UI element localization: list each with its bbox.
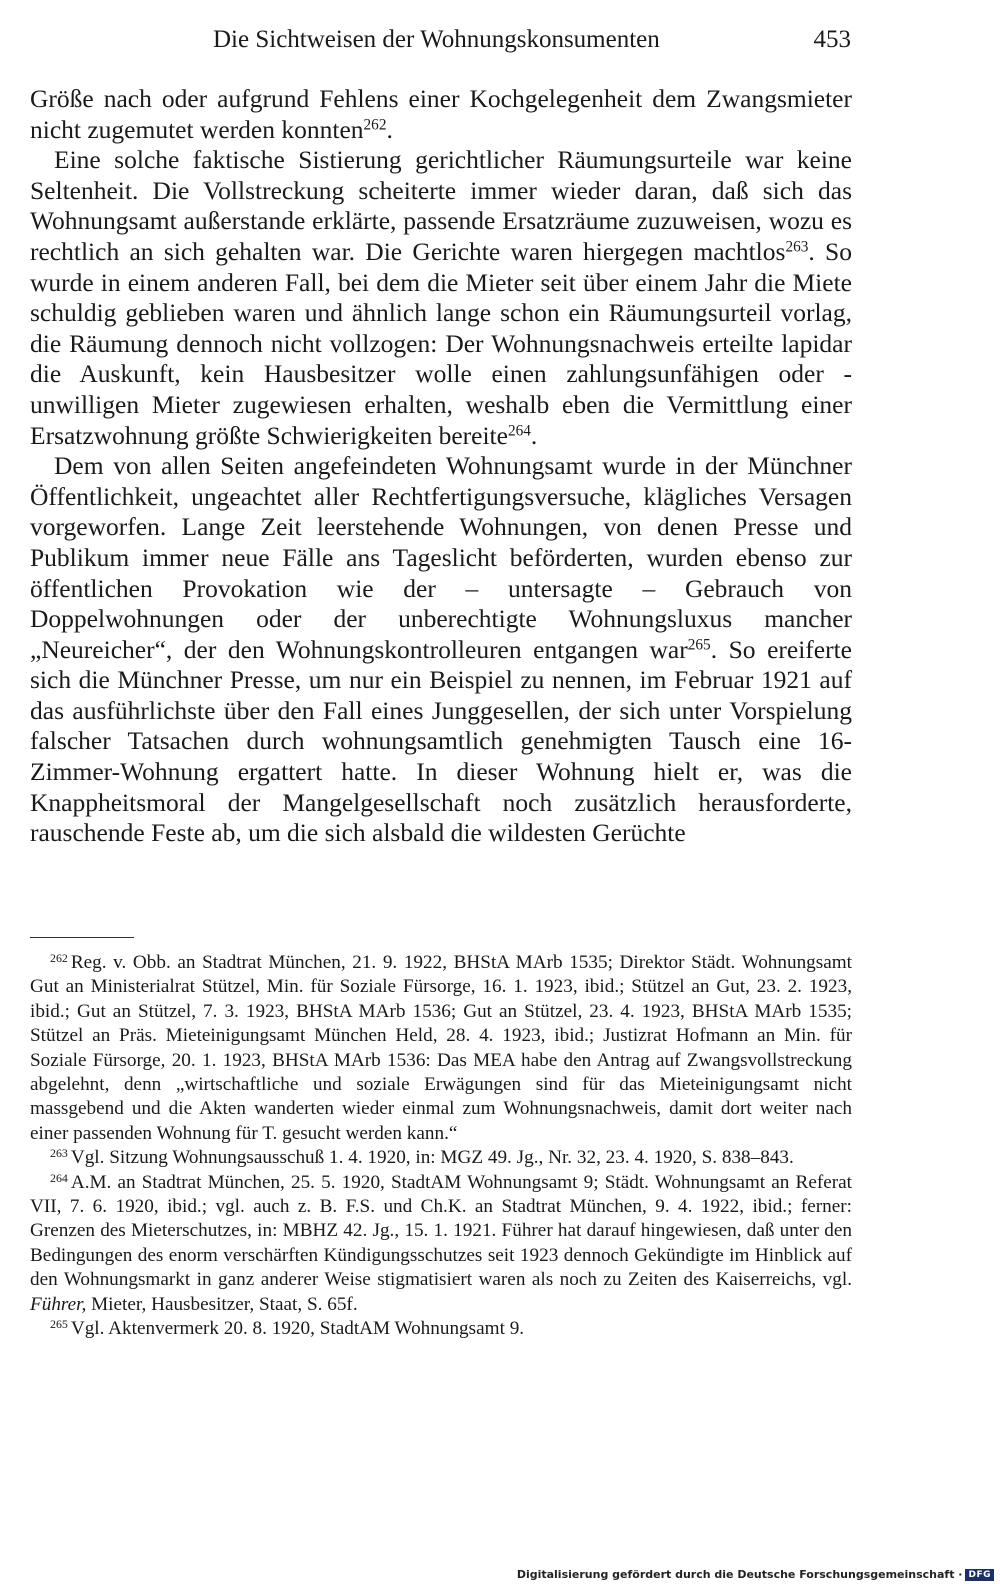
footnote-ref-263[interactable]: 263 [785,238,809,256]
paragraph-3 [30,451,852,849]
footnote-264 [30,1171,852,1317]
footnote-ref-264[interactable]: 264 [507,422,531,440]
paragraph-2-tail: . [530,420,538,450]
footnote-ref-262[interactable]: 262 [363,116,387,134]
footnote-262 [30,951,852,1146]
footnote-number: 264 [50,1170,68,1185]
paragraph-1 [30,84,852,145]
footnote-text: Vgl. Sitzung Wohnungsausschuß 1. 4. 1920, in: MGZ 49. Jg., Nr. 32, 23. 4. 1920, S. 838–843. [70,1147,794,1169]
paragraph-1-tail: . [386,114,393,144]
footnote-ref-265[interactable]: 265 [687,636,711,654]
paragraph-3-text-a: Dem von allen Seiten angefeindeten Wohnungsamt wurde in der Münchner Öffentlichkeit, ungeachtet aller Rechtfertigungsversuche, klägliches Versagen vorgeworfen. Lange Zeit leerstehende Wohnungen, von denen Presse und Publikum immer neue Fälle ans Tageslicht beförderten, wurden ebenso zur öffentlichen Provokation wie der – untersagte – Gebrauch von Doppelwohnungen oder der unberechtigte Wohnungsluxus mancher „Neureicher“, der den Wohnungskontrolleuren entgangen war [30,451,852,664]
footnote-text-tail: Mieter, Hausbesitzer, Staat, S. 65f. [86,1293,358,1315]
paragraph-1-text: Größe nach oder aufgrund Fehlens einer Kochgelegenheit dem Zwangsmieter nicht zugemutet werden konnten [30,84,852,144]
footnote-author: Führer, [30,1293,87,1315]
credit-text: Digitalisierung gefördert durch die Deutsche Forschungsgemeinschaft · [516,1568,963,1581]
footnote-number: 262 [50,951,68,966]
footnote-text: A.M. an Stadtrat München, 25. 5. 1920, StadtAM Wohnungsamt 9; Städt. Wohnungsamt an Referat VII, 7. 6. 1920, ibid.; vgl. auch z. B. F.S. und Ch.K. an Stadtrat München, 9. 4. 1922, ibid.; ferner: Grenzen des Mieterschutzes, in: MBHZ 42. Jg., 15. 1. 1921. Führer hat darauf hingewiesen, daß unter den Bedingungen des enorm verschärften Kündigungsschutzes seit 1923 dennoch Gekündigte im Hinblick auf den Wohnungsmarkt in ganz anderer Weise stigmatisiert waren als noch zu Zeiten des Kaiserreichs, vgl. [30,1171,852,1291]
footnotes [30,951,852,1342]
paragraph-2-text-b: . So wurde in einem anderen Fall, bei dem die Mieter seit über einem Jahr die Miete schuldig geblieben waren und ähnlich lange schon ein Räumungsurteil vorlag, die Räumung dennoch nicht vollzogen: Der Wohnungsnachweis erteilte lapidar die Auskunft, kein Hausbesitzer wolle einen zahlungsunfähigen oder -unwilligen Mieter zugewiesen erhalten, weshalb eben die Vermittlung einer Ersatzwohnung größte Schwierigkeiten bereite [30,236,852,450]
main-text [30,84,852,849]
footnote-number: 265 [50,1317,68,1332]
paragraph-3-text-b: . So ereiferte sich die Münchner Presse, um nur ein Beispiel zu nennen, im Februar 1921 auf das ausführlichste über den Fall eines Junggesellen, der sich unter Vorspielung falscher Tatsachen durch wohnungsamtlich genehmigten Tausch eine 16-Zimmer-Wohnung ergattert hatte. In dieser Wohnung hielt er, was die Knappheitsmoral der Mangelgesellschaft noch zusätzlich herausforderte, rauschende Feste ab, um die sich alsbald die wildesten Gerüchte [30,634,852,848]
digitization-credit [517,1568,994,1581]
paragraph-2 [30,145,852,451]
footnote-265 [30,1317,852,1341]
dfg-logo: DFG [965,1569,994,1581]
page-number: 453 [813,26,851,53]
running-title: Die Sichtweisen der Wohnungskonsumenten [213,26,660,53]
footnote-divider [30,937,134,938]
footnote-text: Vgl. Aktenvermerk 20. 8. 1920, StadtAM Wohnungsamt 9. [70,1318,525,1340]
running-header [213,22,851,58]
paragraph-2-text-a: Eine solche faktische Sistierung gerichtlicher Räumungsurteile war keine Seltenheit. Die Vollstreckung scheiterte immer wieder daran, daß sich das Wohnungsamt außerstande erklärte, passende Ersatzräume zuzuweisen, wozu es rechtlich an sich gehalten war. Die Gerichte waren hiergegen machtlos [30,145,852,266]
footnote-263 [30,1146,852,1170]
footnote-number: 263 [50,1146,68,1161]
footnote-text: Reg. v. Obb. an Stadtrat München, 21. 9. 1922, BHStA MArb 1535; Direktor Städt. Wohnungsamt Gut an Ministerialrat Stützel, Min. für Soziale Fürsorge, 16. 1. 1923, ibid.; Stützel an Gut, 23. 2. 1923, ibid.; Gut an Stützel, 7. 3. 1923, BHStA MArb 1536; Gut an Stützel, 23. 4. 1923, BHStA MArb 1535; Stützel an Präs. Mieteinigungsamt München Held, 28. 4. 1923, ibid.; Justizrat Hofmann an Min. für Soziale Fürsorge, 20. 1. 1923, BHStA MArb 1536: Das MEA habe den Antrag auf Zwangsvollstreckung abgelehnt, denn „wirtschaftliche und soziale Erwägungen sind für das Mieteinigungsamt nicht massgebend und die Akten wanderten wieder einmal zum Wohnungsnachweis, damit dort weiter nach einer passenden Wohnung für T. gesucht werden kann.“ [30,952,852,1144]
